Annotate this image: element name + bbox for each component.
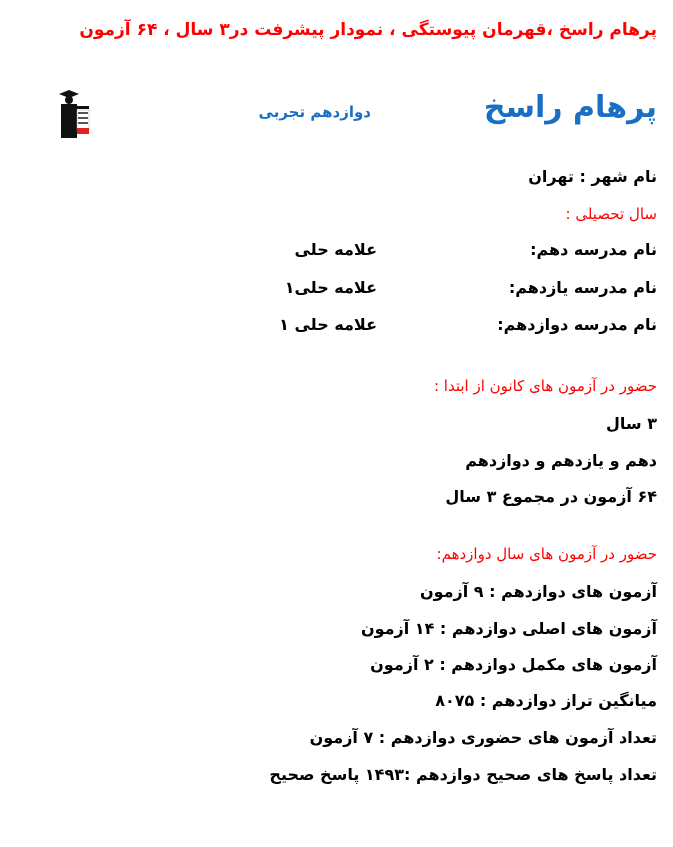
graduate-logo-icon xyxy=(55,88,91,140)
kanoon-logo xyxy=(55,88,91,140)
overall-attendance-heading: حضور در آزمون های کانون از ابتدا : xyxy=(433,377,657,395)
grade12-line: میانگین تراز دوازدهم : ۸۰۷۵ xyxy=(435,691,657,710)
school-label: نام مدرسه یازدهم: xyxy=(508,278,657,297)
academic-year-label: سال تحصیلی : xyxy=(565,205,657,223)
school-value: علامه حلی۱ xyxy=(284,278,377,297)
overall-line: ۳ سال xyxy=(606,414,657,433)
grade12-line: آزمون های مکمل دوازدهم : ۲ آزمون xyxy=(370,655,657,674)
school-label: نام مدرسه دوازدهم: xyxy=(497,315,657,334)
overall-line: دهم و یازدهم و دوازدهم xyxy=(465,451,657,470)
grade12-line: تعداد آزمون های حضوری دوازدهم : ۷ آزمون xyxy=(309,728,657,747)
grade12-line: آزمون های اصلی دوازدهم : ۱۴ آزمون xyxy=(360,619,657,638)
grade-label: دوازدهم تجربی xyxy=(258,103,371,121)
overall-line: ۶۴ آزمون در مجموع ۳ سال xyxy=(445,487,657,506)
school-value: علامه حلی ۱ xyxy=(279,315,377,334)
grade12-line: آزمون های دوازدهم : ۹ آزمون xyxy=(419,582,657,601)
grade12-attendance-heading: حضور در آزمون های سال دوازدهم: xyxy=(436,545,657,563)
school-label: نام مدرسه دهم: xyxy=(530,240,657,259)
grade12-line: تعداد پاسخ های صحیح دوازدهم :۱۴۹۳ پاسخ صحیح xyxy=(269,765,657,784)
student-name: پرهام راسخ xyxy=(483,90,657,125)
school-value: علامه حلی xyxy=(294,240,377,259)
city-line: نام شهر : تهران xyxy=(528,167,657,186)
page-headline: پرهام راسخ ،قهرمان پیوستگی ، نمودار پیشرفت در۳ سال ، ۶۴ آزمون xyxy=(79,20,657,40)
